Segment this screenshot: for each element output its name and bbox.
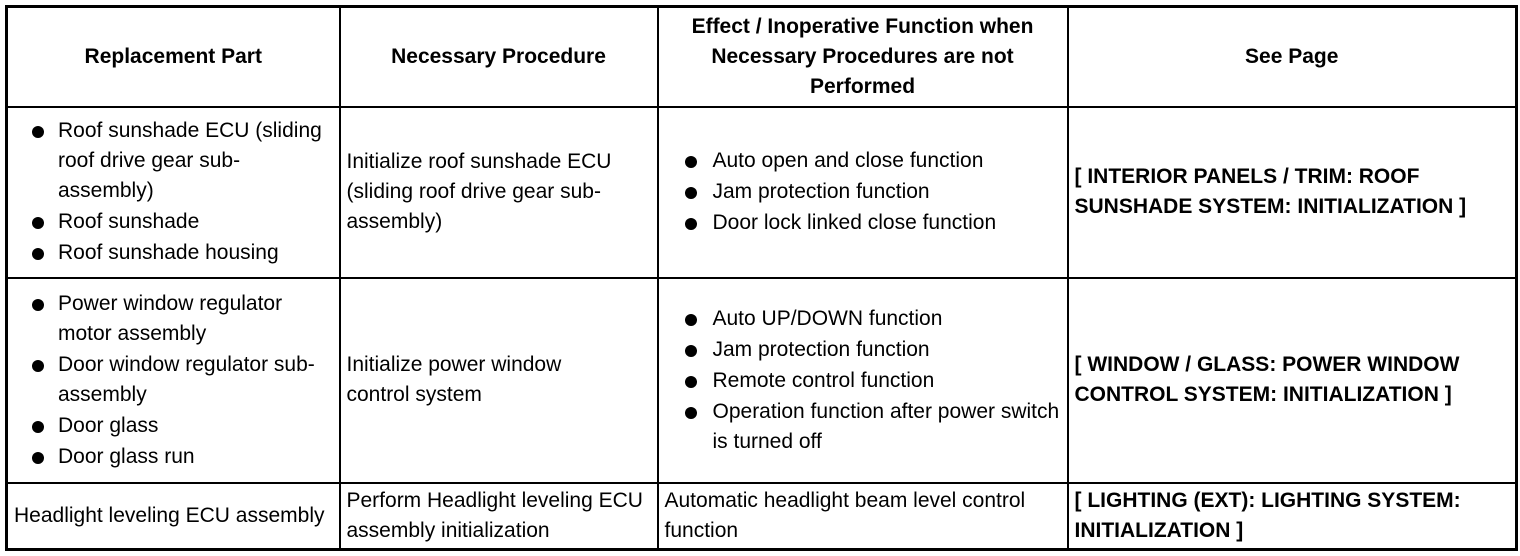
list-item: Jam protection function [665,335,1061,365]
replacement-procedure-table [5,5,1518,551]
table-header-row [7,7,1517,108]
list-item: Operation function after power switch is turned off [665,397,1061,457]
list-item: Roof sunshade [14,207,333,237]
table-row [7,278,1517,483]
header-necessary-procedure: Necessary Procedure [340,7,658,108]
effect-list [665,304,1061,457]
list-item: Power window regulator motor assembly [14,289,333,349]
list-item: Jam protection function [665,177,1061,207]
table-row [7,107,1517,278]
procedure-cell: Initialize power window control system [340,278,658,483]
header-see-page: See Page [1068,7,1517,108]
effect-cell: Automatic headlight beam level control function [658,483,1068,550]
list-item: Door lock linked close function [665,208,1061,238]
effect-cell [658,278,1068,483]
header-effect: Effect / Inoperative Function when Necessary Procedures are not Performed [658,7,1068,108]
table-row [7,483,1517,550]
procedure-cell: Perform Headlight leveling ECU assembly initialization [340,483,658,550]
list-item: Door glass [14,411,333,441]
part-list [14,289,333,472]
list-item: Door glass run [14,442,333,472]
replacement-part-cell [7,107,340,278]
part-list [14,116,333,268]
list-item: Auto open and close function [665,146,1061,176]
header-replacement-part: Replacement Part [7,7,340,108]
list-item: Roof sunshade ECU (sliding roof drive gear sub-assembly) [14,116,333,206]
replacement-part-cell: Headlight leveling ECU assembly [7,483,340,550]
list-item: Roof sunshade housing [14,238,333,268]
effect-list [665,146,1061,238]
list-item: Remote control function [665,366,1061,396]
see-page-cell: [ INTERIOR PANELS / TRIM: ROOF SUNSHADE SYSTEM: INITIALIZATION ] [1068,107,1517,278]
see-page-cell: [ LIGHTING (EXT): LIGHTING SYSTEM: INITIALIZATION ] [1068,483,1517,550]
list-item: Auto UP/DOWN function [665,304,1061,334]
effect-cell [658,107,1068,278]
procedure-cell: Initialize roof sunshade ECU (sliding roof drive gear sub-assembly) [340,107,658,278]
list-item: Door window regulator sub-assembly [14,350,333,410]
replacement-part-cell [7,278,340,483]
see-page-cell: [ WINDOW / GLASS: POWER WINDOW CONTROL SYSTEM: INITIALIZATION ] [1068,278,1517,483]
